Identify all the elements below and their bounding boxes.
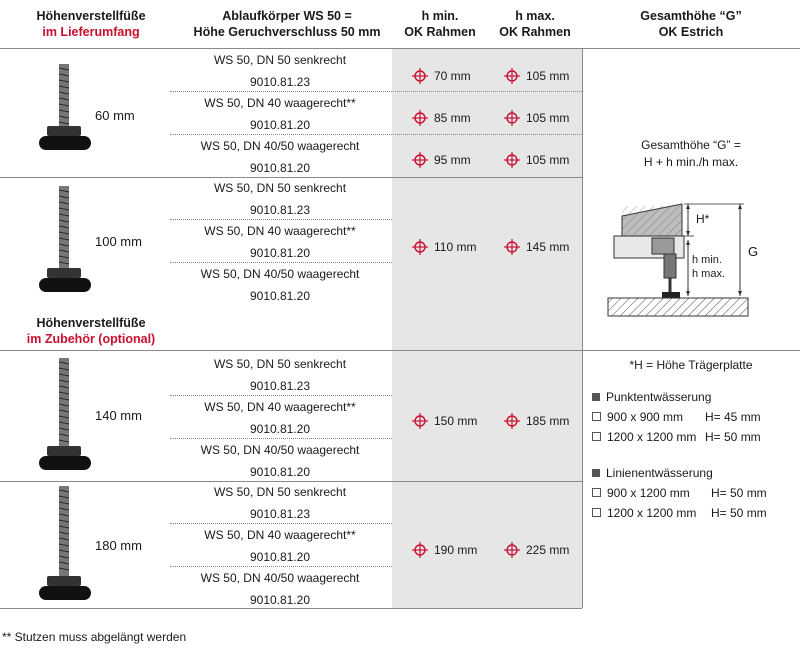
header-col1 [0, 8, 182, 40]
punkt-title [592, 390, 711, 404]
hmin-text: 85 mm [434, 111, 471, 125]
header-col2-subtitle: Höhe Geruchverschluss 50 mm [193, 25, 381, 39]
header-col1-title: Höhenverstellfüße [36, 9, 146, 23]
product-name: WS 50, DN 40/50 waagerecht [200, 267, 360, 281]
foot-180-image [25, 484, 105, 606]
size-label-60: 60 mm [95, 108, 135, 123]
header-col2-title: Ablaufkörper WS 50 = [222, 9, 352, 23]
formula-line1: Gesamthöhe “G” = [641, 138, 741, 152]
crosshair-icon [504, 152, 520, 168]
punkt-row2-h: H= 50 mm [705, 430, 761, 444]
hmax-value [504, 239, 569, 255]
header-col4-subtitle: OK Rahmen [499, 25, 571, 39]
hmin-text: 95 mm [434, 153, 471, 167]
crosshair-icon [504, 542, 520, 558]
shaded-hmin-column [392, 48, 582, 608]
row-divider [170, 566, 392, 567]
linien-title-text: Linienentwässerung [606, 466, 713, 480]
linien-row2-size: 1200 x 1200 mm [607, 506, 697, 520]
product-name: WS 50, DN 40 waagerecht** [204, 96, 356, 110]
product-code: 9010.81.23 [249, 203, 311, 217]
product-code: 9010.81.20 [249, 246, 311, 260]
punkt-row1-size: 900 x 900 mm [607, 410, 684, 424]
empty-square-icon [592, 488, 601, 497]
plate-note: *H = Höhe Trägerplatte [629, 358, 753, 372]
crosshair-icon [412, 110, 428, 126]
product-code: 9010.81.20 [249, 422, 311, 436]
linien-row1 [592, 486, 767, 500]
punkt-row1-h: H= 45 mm [705, 410, 761, 424]
hmax-value [504, 110, 569, 126]
hmin-text: 110 mm [434, 240, 477, 254]
header-col4 [488, 8, 582, 40]
hmin-value [412, 542, 477, 558]
header-col5-title: Gesamthöhe “G” [640, 9, 742, 23]
hmax-text: 105 mm [526, 153, 570, 167]
header-col2 [182, 8, 392, 40]
hmin-text: 70 mm [434, 69, 471, 83]
product-code: 9010.81.20 [249, 118, 311, 132]
group-divider [0, 350, 800, 351]
linien-row1-size: 900 x 1200 mm [607, 486, 690, 500]
hmax-value [504, 68, 569, 84]
hmin-value [412, 110, 471, 126]
row-divider [170, 262, 392, 263]
hmax-value [504, 413, 569, 429]
product-name: WS 50, DN 50 senkrecht [213, 357, 347, 371]
hmax-text: 105 mm [526, 69, 570, 83]
product-code: 9010.81.23 [249, 379, 311, 393]
product-name: WS 50, DN 40/50 waagerecht [200, 571, 360, 585]
linien-row2-h: H= 50 mm [711, 506, 767, 520]
foot-140-image [25, 356, 105, 476]
row-divider [170, 395, 392, 396]
diagram-label-h: H* [696, 212, 710, 226]
accessory-label [0, 315, 182, 347]
hmax-text: 145 mm [526, 240, 570, 254]
header-col3-title: h min. [421, 9, 459, 23]
side-panel-divider [582, 48, 583, 608]
accessory-label-subtitle: im Zubehör (optional) [26, 332, 156, 346]
diagram-label-hmax: h max. [692, 268, 726, 280]
product-name: WS 50, DN 50 senkrecht [213, 485, 347, 499]
crosshair-icon [504, 239, 520, 255]
product-code: 9010.81.20 [249, 161, 311, 175]
header-col3 [392, 8, 488, 40]
empty-square-icon [592, 432, 601, 441]
punkt-row2 [592, 430, 761, 444]
product-code: 9010.81.20 [249, 550, 311, 564]
hmax-text: 185 mm [526, 414, 570, 428]
product-code: 9010.81.23 [249, 507, 311, 521]
header-divider [0, 48, 800, 49]
product-name: WS 50, DN 40/50 waagerecht [200, 139, 360, 153]
group-divider [0, 177, 582, 178]
header-col4-title: h max. [515, 9, 555, 23]
header-col5-subtitle: OK Estrich [658, 25, 724, 39]
product-code: 9010.81.20 [249, 289, 311, 303]
punkt-row1 [592, 410, 761, 424]
table-bottom [0, 608, 582, 609]
punkt-row2-size: 1200 x 1200 mm [607, 430, 697, 444]
hmax-value [504, 542, 569, 558]
foot-100-image [25, 184, 105, 300]
size-label-140: 140 mm [95, 408, 142, 423]
foot-60-image [25, 62, 105, 162]
crosshair-icon [412, 239, 428, 255]
crosshair-icon [504, 413, 520, 429]
height-diagram [604, 196, 774, 322]
empty-square-icon [592, 412, 601, 421]
diagram-label-g: G [748, 244, 759, 259]
product-code: 9010.81.23 [249, 75, 311, 89]
hmax-value [504, 152, 569, 168]
diagram-label-hmin: h min. [692, 254, 722, 266]
header-col1-subtitle: im Lieferumfang [42, 25, 140, 39]
filled-square-icon [592, 469, 600, 477]
crosshair-icon [412, 152, 428, 168]
product-name: WS 50, DN 40 waagerecht** [204, 400, 356, 414]
hmin-value [412, 68, 471, 84]
accessory-label-title: Höhenverstellfüße [36, 316, 146, 330]
hmin-value [412, 152, 471, 168]
size-label-180: 180 mm [95, 538, 142, 553]
row-divider [170, 134, 582, 135]
group-divider [0, 481, 582, 482]
header-col3-subtitle: OK Rahmen [404, 25, 476, 39]
formula-line2: H + h min./h max. [643, 155, 739, 169]
row-divider [170, 438, 392, 439]
hmin-value [412, 413, 477, 429]
header-col5 [582, 8, 800, 40]
hmin-text: 150 mm [434, 414, 478, 428]
crosshair-icon [412, 68, 428, 84]
crosshair-icon [504, 110, 520, 126]
filled-square-icon [592, 393, 600, 401]
crosshair-icon [412, 413, 428, 429]
size-label-100: 100 mm [95, 234, 142, 249]
row-divider [170, 523, 392, 524]
linien-row1-h: H= 50 mm [711, 486, 767, 500]
row-divider [170, 91, 582, 92]
hmin-text: 190 mm [434, 543, 478, 557]
product-code: 9010.81.20 [249, 593, 311, 607]
product-name: WS 50, DN 40/50 waagerecht [200, 443, 360, 457]
product-code: 9010.81.20 [249, 465, 311, 479]
product-name: WS 50, DN 40 waagerecht** [204, 528, 356, 542]
hmax-text: 105 mm [526, 111, 570, 125]
footnote: ** Stutzen muss abgelängt werden [2, 630, 187, 644]
product-name: WS 50, DN 50 senkrecht [213, 181, 347, 195]
total-height-formula [582, 137, 800, 171]
empty-square-icon [592, 508, 601, 517]
crosshair-icon [412, 542, 428, 558]
linien-row2 [592, 506, 767, 520]
row-divider [170, 219, 392, 220]
product-name: WS 50, DN 50 senkrecht [213, 53, 347, 67]
hmax-text: 225 mm [526, 543, 570, 557]
product-name: WS 50, DN 40 waagerecht** [204, 224, 356, 238]
punkt-title-text: Punktentwässerung [606, 390, 712, 404]
crosshair-icon [504, 68, 520, 84]
hmin-value [412, 239, 476, 255]
linien-title [592, 466, 713, 480]
